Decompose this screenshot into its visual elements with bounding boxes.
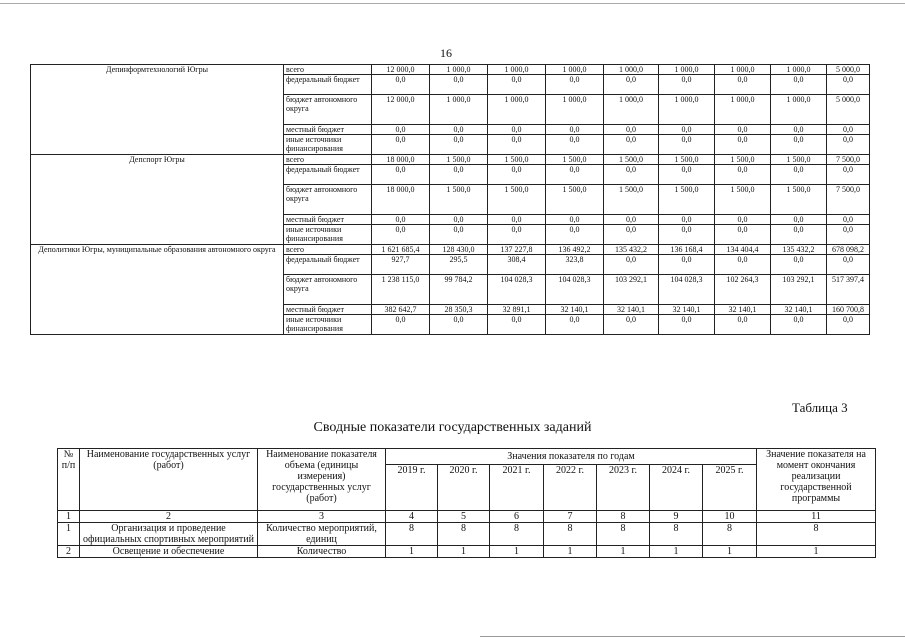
value-cell: 28 350,3	[430, 305, 488, 315]
year-value: 1	[544, 546, 597, 558]
value-cell: 0,0	[659, 225, 715, 245]
funding-source: всего	[284, 65, 372, 75]
value-cell: 5 000,0	[827, 95, 870, 125]
volume-indicator: Количество	[258, 546, 386, 558]
value-cell: 0,0	[771, 165, 827, 185]
value-cell: 104 028,3	[546, 275, 604, 305]
year-value: 8	[650, 523, 703, 546]
value-cell: 0,0	[771, 225, 827, 245]
value-cell: 134 404,4	[715, 245, 771, 255]
value-cell: 0,0	[372, 135, 430, 155]
value-cell: 0,0	[771, 135, 827, 155]
funding-source: иные источники финансирования	[284, 315, 372, 335]
value-cell: 0,0	[715, 255, 771, 275]
value-cell: 0,0	[827, 165, 870, 185]
value-cell: 0,0	[488, 225, 546, 245]
value-cell: 295,5	[430, 255, 488, 275]
year-header: 2021 г.	[490, 465, 544, 511]
value-cell: 0,0	[430, 315, 488, 335]
value-cell: 32 891,1	[488, 305, 546, 315]
funding-source: иные источники финансирования	[284, 135, 372, 155]
value-cell: 1 000,0	[546, 95, 604, 125]
value-cell: 1 500,0	[430, 185, 488, 215]
value-cell: 1 000,0	[546, 65, 604, 75]
value-cell: 517 397,4	[827, 275, 870, 305]
value-cell: 0,0	[715, 75, 771, 95]
value-cell: 0,0	[715, 165, 771, 185]
table-row	[31, 155, 870, 165]
financing-table	[30, 64, 870, 335]
value-cell: 0,0	[659, 255, 715, 275]
year-value: 1	[703, 546, 757, 558]
value-cell: 0,0	[546, 215, 604, 225]
value-cell: 0,0	[488, 75, 546, 95]
value-cell: 1 500,0	[715, 155, 771, 165]
value-cell: 0,0	[604, 165, 659, 185]
value-cell: 0,0	[488, 125, 546, 135]
service-name: Освещение и обеспечение	[80, 546, 258, 558]
value-cell: 1 500,0	[430, 155, 488, 165]
responsible-executor: Депспорт Югры	[31, 155, 284, 245]
value-cell: 136 168,4	[659, 245, 715, 255]
value-cell: 32 140,1	[771, 305, 827, 315]
value-cell: 0,0	[372, 165, 430, 185]
year-value: 8	[386, 523, 438, 546]
value-cell: 0,0	[546, 75, 604, 95]
value-cell: 0,0	[827, 135, 870, 155]
column-number: 9	[650, 511, 703, 523]
value-cell: 32 140,1	[604, 305, 659, 315]
value-cell: 0,0	[827, 125, 870, 135]
funding-source: бюджет автономного округа	[284, 95, 372, 125]
value-cell: 0,0	[827, 255, 870, 275]
scan-edge-top	[0, 3, 905, 4]
value-cell: 1 500,0	[715, 185, 771, 215]
year-value: 1	[438, 546, 490, 558]
column-number: 3	[258, 511, 386, 523]
column-number: 2	[80, 511, 258, 523]
year-header: 2022 г.	[544, 465, 597, 511]
funding-source: всего	[284, 155, 372, 165]
value-cell: 0,0	[659, 135, 715, 155]
value-cell: 0,0	[372, 75, 430, 95]
value-cell: 0,0	[604, 75, 659, 95]
value-cell: 0,0	[546, 315, 604, 335]
scan-edge-bottom	[480, 636, 905, 637]
year-value: 1	[650, 546, 703, 558]
header-num: № п/п	[58, 449, 80, 511]
year-value: 8	[597, 523, 650, 546]
value-cell: 0,0	[604, 135, 659, 155]
value-cell: 32 140,1	[715, 305, 771, 315]
value-cell: 308,4	[488, 255, 546, 275]
value-cell: 0,0	[659, 75, 715, 95]
year-value: 8	[490, 523, 544, 546]
value-cell: 0,0	[771, 125, 827, 135]
year-header: 2019 г.	[386, 465, 438, 511]
funding-source: иные источники финансирования	[284, 225, 372, 245]
value-cell: 0,0	[715, 125, 771, 135]
value-cell: 0,0	[546, 125, 604, 135]
value-cell: 135 432,2	[771, 245, 827, 255]
value-cell: 1 000,0	[659, 95, 715, 125]
value-cell: 0,0	[604, 125, 659, 135]
value-cell: 0,0	[430, 165, 488, 185]
value-cell: 0,0	[430, 125, 488, 135]
value-cell: 0,0	[430, 135, 488, 155]
column-number: 8	[597, 511, 650, 523]
value-cell: 0,0	[372, 315, 430, 335]
responsible-executor: Деполитики Югры, муниципальные образования автономного округа	[31, 245, 284, 335]
value-cell: 1 500,0	[659, 185, 715, 215]
value-cell: 99 784,2	[430, 275, 488, 305]
value-cell: 12 000,0	[372, 95, 430, 125]
header-service: Наименование государственных услуг (работ)	[80, 449, 258, 511]
value-cell: 1 500,0	[771, 185, 827, 215]
value-cell: 160 700,8	[827, 305, 870, 315]
table-row	[31, 245, 870, 255]
value-cell: 0,0	[715, 225, 771, 245]
value-cell: 102 264,3	[715, 275, 771, 305]
year-value: 1	[490, 546, 544, 558]
value-cell: 12 000,0	[372, 65, 430, 75]
value-cell: 0,0	[827, 215, 870, 225]
funding-source: федеральный бюджет	[284, 75, 372, 95]
value-cell: 7 500,0	[827, 155, 870, 165]
value-cell: 1 000,0	[715, 65, 771, 75]
value-cell: 0,0	[771, 75, 827, 95]
value-cell: 1 500,0	[604, 155, 659, 165]
value-cell: 1 000,0	[430, 95, 488, 125]
value-cell: 1 000,0	[488, 65, 546, 75]
value-cell: 1 000,0	[488, 95, 546, 125]
table-row	[58, 523, 876, 546]
value-cell: 1 500,0	[546, 185, 604, 215]
service-name: Организация и проведение официальных спортивных мероприятий	[80, 523, 258, 546]
value-cell: 104 028,3	[659, 275, 715, 305]
value-cell: 18 000,0	[372, 185, 430, 215]
value-cell: 104 028,3	[488, 275, 546, 305]
value-cell: 0,0	[372, 125, 430, 135]
value-cell: 1 500,0	[771, 155, 827, 165]
value-cell: 0,0	[372, 215, 430, 225]
value-cell: 0,0	[546, 135, 604, 155]
header-final: Значение показателя на момент окончания реализации государственной программы	[757, 449, 876, 511]
value-cell: 0,0	[827, 315, 870, 335]
value-cell: 0,0	[771, 315, 827, 335]
column-number: 1	[58, 511, 80, 523]
year-value: 1	[386, 546, 438, 558]
value-cell: 0,0	[659, 315, 715, 335]
value-cell: 1 000,0	[604, 65, 659, 75]
value-cell: 103 292,1	[604, 275, 659, 305]
value-cell: 1 000,0	[430, 65, 488, 75]
volume-indicator: Количество мероприятий, единиц	[258, 523, 386, 546]
value-cell: 0,0	[771, 255, 827, 275]
value-cell: 32 140,1	[659, 305, 715, 315]
page-number: 16	[440, 46, 452, 60]
value-cell: 1 621 685,4	[372, 245, 430, 255]
value-cell: 0,0	[546, 165, 604, 185]
funding-source: федеральный бюджет	[284, 255, 372, 275]
column-number: 6	[490, 511, 544, 523]
table-label: Таблица 3	[792, 400, 848, 415]
value-cell: 0,0	[659, 215, 715, 225]
value-cell: 137 227,8	[488, 245, 546, 255]
value-cell: 1 000,0	[771, 65, 827, 75]
value-cell: 1 238 115,0	[372, 275, 430, 305]
value-cell: 128 430,0	[430, 245, 488, 255]
value-cell: 0,0	[604, 315, 659, 335]
header-row	[58, 449, 876, 465]
value-cell: 1 500,0	[546, 155, 604, 165]
value-cell: 0,0	[372, 225, 430, 245]
value-cell: 0,0	[715, 215, 771, 225]
table-row	[58, 546, 876, 558]
value-cell: 0,0	[827, 225, 870, 245]
header-by-years: Значения показателя по годам	[386, 449, 757, 465]
value-cell: 0,0	[488, 315, 546, 335]
funding-source: бюджет автономного округа	[284, 185, 372, 215]
value-cell: 0,0	[659, 165, 715, 185]
funding-source: всего	[284, 245, 372, 255]
column-number: 7	[544, 511, 597, 523]
year-header: 2024 г.	[650, 465, 703, 511]
column-number: 10	[703, 511, 757, 523]
value-cell: 1 000,0	[715, 95, 771, 125]
funding-source: местный бюджет	[284, 125, 372, 135]
final-value: 8	[757, 523, 876, 546]
value-cell: 382 642,7	[372, 305, 430, 315]
value-cell: 0,0	[604, 255, 659, 275]
value-cell: 0,0	[659, 125, 715, 135]
table-row	[31, 65, 870, 75]
column-number: 5	[438, 511, 490, 523]
value-cell: 0,0	[430, 75, 488, 95]
final-value: 1	[757, 546, 876, 558]
value-cell: 0,0	[715, 135, 771, 155]
year-value: 1	[597, 546, 650, 558]
column-number: 4	[386, 511, 438, 523]
value-cell: 5 000,0	[827, 65, 870, 75]
funding-source: федеральный бюджет	[284, 165, 372, 185]
value-cell: 927,7	[372, 255, 430, 275]
value-cell: 135 432,2	[604, 245, 659, 255]
value-cell: 7 500,0	[827, 185, 870, 215]
value-cell: 0,0	[604, 215, 659, 225]
funding-source: местный бюджет	[284, 215, 372, 225]
column-numbers-row	[58, 511, 876, 523]
row-number: 2	[58, 546, 80, 558]
value-cell: 0,0	[604, 225, 659, 245]
header-volume: Наименование показателя объема (единицы измерения) государственных услуг (работ)	[258, 449, 386, 511]
year-value: 8	[438, 523, 490, 546]
table-title: Сводные показатели государственных заданий	[313, 420, 592, 435]
value-cell: 0,0	[715, 315, 771, 335]
value-cell: 0,0	[771, 215, 827, 225]
value-cell: 1 500,0	[488, 185, 546, 215]
value-cell: 0,0	[546, 225, 604, 245]
value-cell: 0,0	[488, 165, 546, 185]
value-cell: 1 500,0	[488, 155, 546, 165]
year-value: 8	[544, 523, 597, 546]
responsible-executor: Депинформтехнологий Югры	[31, 65, 284, 155]
value-cell: 1 500,0	[604, 185, 659, 215]
value-cell: 0,0	[827, 75, 870, 95]
value-cell: 0,0	[488, 215, 546, 225]
value-cell: 32 140,1	[546, 305, 604, 315]
value-cell: 1 000,0	[771, 95, 827, 125]
year-value: 8	[703, 523, 757, 546]
value-cell: 0,0	[430, 225, 488, 245]
value-cell: 0,0	[430, 215, 488, 225]
value-cell: 1 500,0	[659, 155, 715, 165]
row-number: 1	[58, 523, 80, 546]
year-header: 2023 г.	[597, 465, 650, 511]
value-cell: 1 000,0	[604, 95, 659, 125]
value-cell: 323,8	[546, 255, 604, 275]
column-number: 11	[757, 511, 876, 523]
state-assignments-table	[57, 448, 876, 558]
value-cell: 1 000,0	[659, 65, 715, 75]
value-cell: 0,0	[488, 135, 546, 155]
value-cell: 103 292,1	[771, 275, 827, 305]
value-cell: 678 098,2	[827, 245, 870, 255]
value-cell: 136 492,2	[546, 245, 604, 255]
funding-source: местный бюджет	[284, 305, 372, 315]
year-header: 2025 г.	[703, 465, 757, 511]
year-header: 2020 г.	[438, 465, 490, 511]
value-cell: 18 000,0	[372, 155, 430, 165]
funding-source: бюджет автономного округа	[284, 275, 372, 305]
